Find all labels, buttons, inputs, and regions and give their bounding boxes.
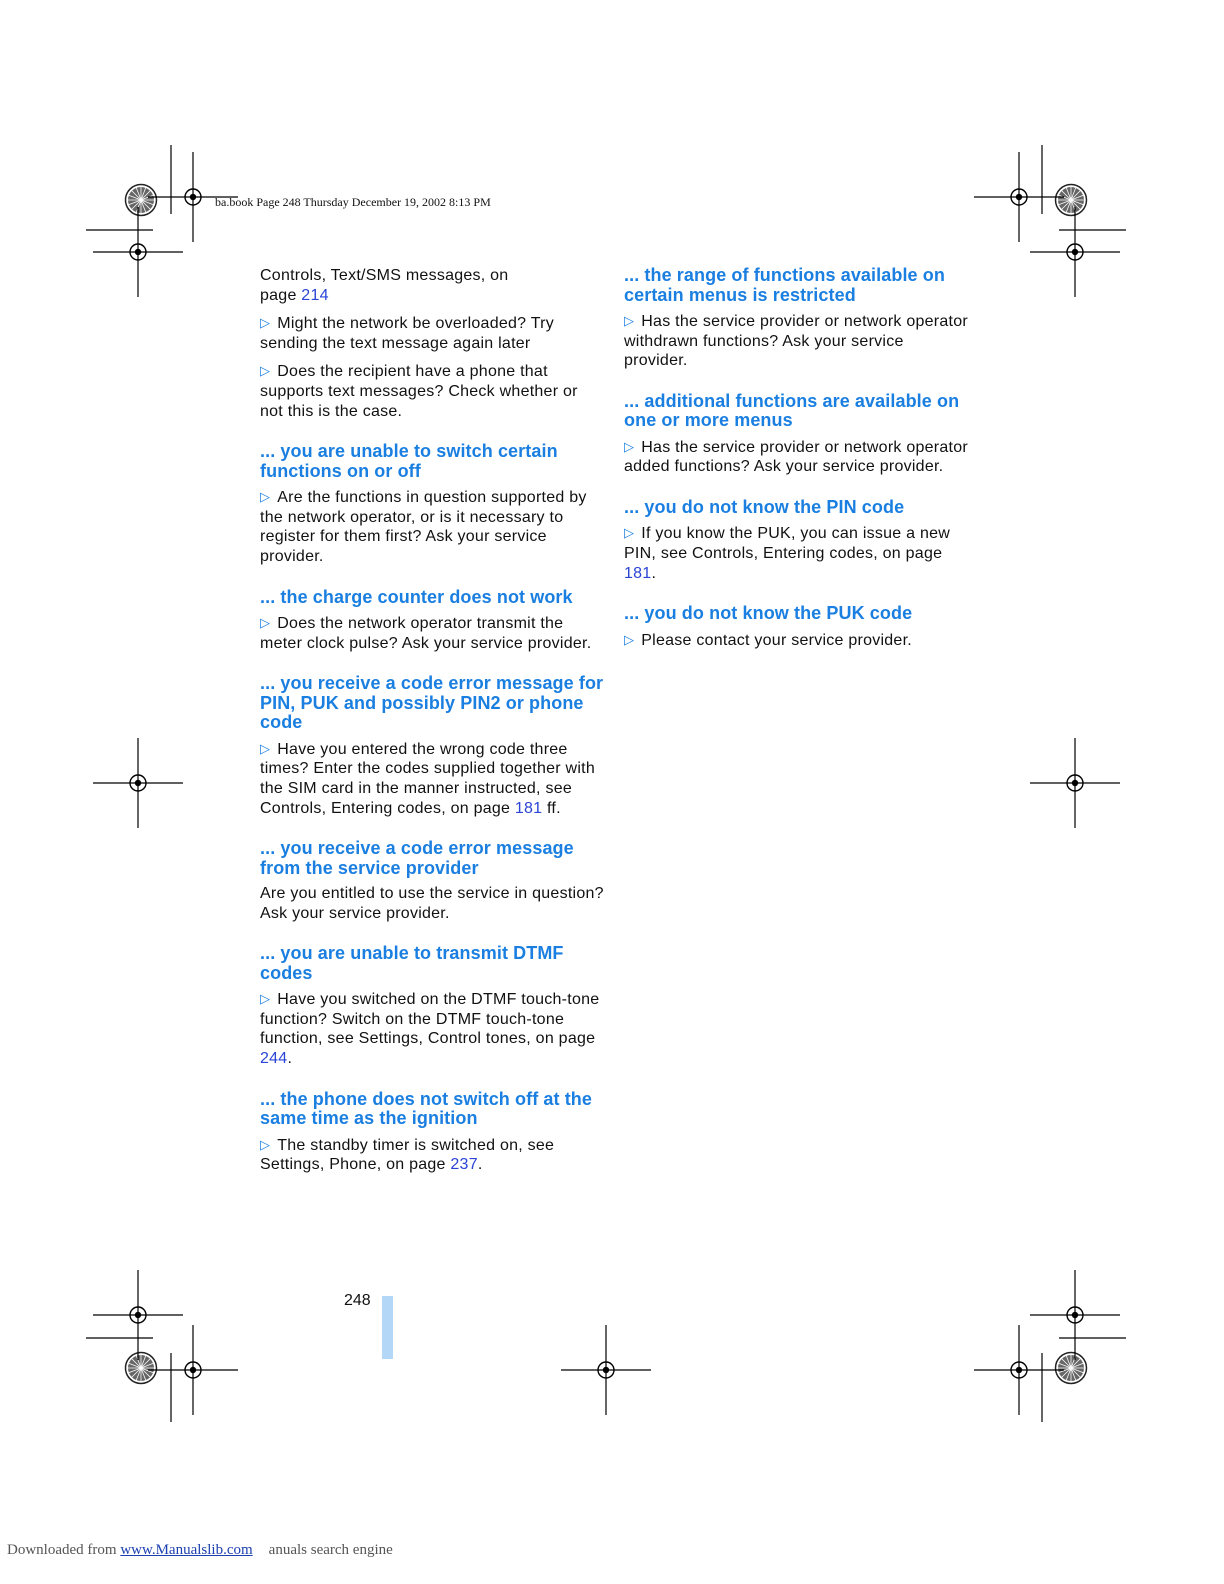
list-item: ▷ Might the network be overloaded? Try sending the text message again later [260, 315, 554, 352]
list-item: ▷ Has the service provider or network operator withdrawn functions? Ask your service provider. [624, 313, 968, 370]
triangle-bullet-icon: ▷ [624, 525, 635, 541]
triangle-bullet-icon: ▷ [624, 631, 635, 647]
registration-crosshair-icon [1030, 1270, 1120, 1360]
triangle-bullet-icon: ▷ [624, 313, 635, 328]
section-heading: ... you receive a code error message for PIN, PUK and possibly PIN2 or phone code [260, 673, 604, 733]
triangle-bullet-icon: ▷ [260, 991, 271, 1007]
list-item: ▷ Have you switched on the DTMF touch-tone function? Switch on the DTMF touch-tone function, see Settings, Control tones, on page 244. [260, 991, 600, 1068]
page-reference-link[interactable]: 181 [514, 799, 543, 817]
intro-paragraph: Controls, Text/SMS messages, on page 214 [260, 267, 509, 304]
list-item: ▷ Please contact your service provider. [624, 631, 912, 649]
section-heading: ... the range of functions available on certain menus is restricted [624, 265, 945, 305]
registration-crosshair-icon [93, 207, 183, 297]
triangle-bullet-icon: ▷ [260, 1136, 271, 1152]
section-heading: ... you are unable to switch certain functions on or off [260, 441, 558, 481]
registration-crosshair-icon [974, 1325, 1064, 1415]
page-reference-link[interactable]: 244 [260, 1050, 288, 1068]
page-reference-link[interactable]: 214 [301, 286, 329, 304]
right-column [624, 266, 969, 658]
triangle-bullet-icon: ▷ [624, 438, 635, 454]
list-item: ▷ The standby timer is switched on, see Settings, Phone, on page 237. [260, 1136, 555, 1174]
triangle-bullet-icon: ▷ [260, 615, 271, 631]
registration-crosshair-icon [93, 738, 183, 828]
section-heading: ... the phone does not switch off at the same time as the ignition [260, 1088, 592, 1129]
page-reference-link[interactable]: 181 [624, 564, 652, 582]
crop-lines [86, 145, 1126, 1422]
registration-crosshair-icon [148, 1325, 238, 1415]
page-reference-link[interactable]: 237 [450, 1156, 478, 1174]
registration-crosshair-icon [1030, 207, 1120, 297]
triangle-bullet-icon: ▷ [260, 363, 271, 379]
list-item: ▷ Has the service provider or network operator added functions? Ask your service provider. [624, 438, 968, 476]
print-header: ba.book Page 248 Thursday December 19, 2002 8:13 PM [215, 195, 491, 209]
section-heading: ... you are unable to transmit DTMF codes [260, 943, 564, 983]
left-column [260, 266, 605, 1183]
list-item: ▷ Does the recipient have a phone that supports text messages? Check whether or not this is the case. [260, 363, 578, 420]
page-number-bar [382, 1296, 393, 1359]
list-item: ▷ Are the functions in question supported by the network operator, or is it necessary to register for them first? Ask your service provider. [260, 489, 587, 565]
star-target-icon [1056, 1353, 1087, 1384]
triangle-bullet-icon: ▷ [260, 489, 271, 505]
star-target-icon [1056, 185, 1087, 216]
page-number: 248 [344, 1292, 371, 1309]
section-heading: ... the charge counter does not work [260, 586, 573, 607]
registration-crosshair-icon [561, 1325, 651, 1415]
list-item: ▷ Have you entered the wrong code three times? Enter the codes supplied together with the SIM card in the manner instructed, see Controls, Entering codes, on page 181 ff. [260, 740, 595, 817]
triangle-bullet-icon: ▷ [260, 315, 271, 331]
registration-crosshair-icon [93, 1270, 183, 1360]
star-target-icon [126, 1353, 157, 1384]
body-paragraph: Are you entitled to use the service in question? Ask your service provider. [260, 885, 604, 922]
registration-crosshair-icon [1030, 738, 1120, 828]
registration-crosshair-icon [974, 152, 1064, 242]
download-footer: Downloaded from www.Manualslib.com anuals search engine [7, 1542, 393, 1558]
triangle-bullet-icon: ▷ [260, 740, 271, 756]
section-heading: ... you do not know the PIN code [624, 496, 905, 517]
manualslib-link[interactable]: www.Manualslib.com [120, 1542, 253, 1558]
list-item: ▷ If you know the PUK, you can issue a new PIN, see Controls, Entering codes, on page 181. [624, 525, 951, 582]
section-heading: ... you do not know the PUK code [624, 603, 913, 624]
star-target-icon [126, 185, 157, 216]
list-item: ▷ Does the network operator transmit the meter clock pulse? Ask your service provider. [260, 615, 592, 652]
section-heading: ... additional functions are available on one or more menus [624, 390, 960, 431]
section-heading: ... you receive a code error message from the service provider [260, 838, 574, 878]
